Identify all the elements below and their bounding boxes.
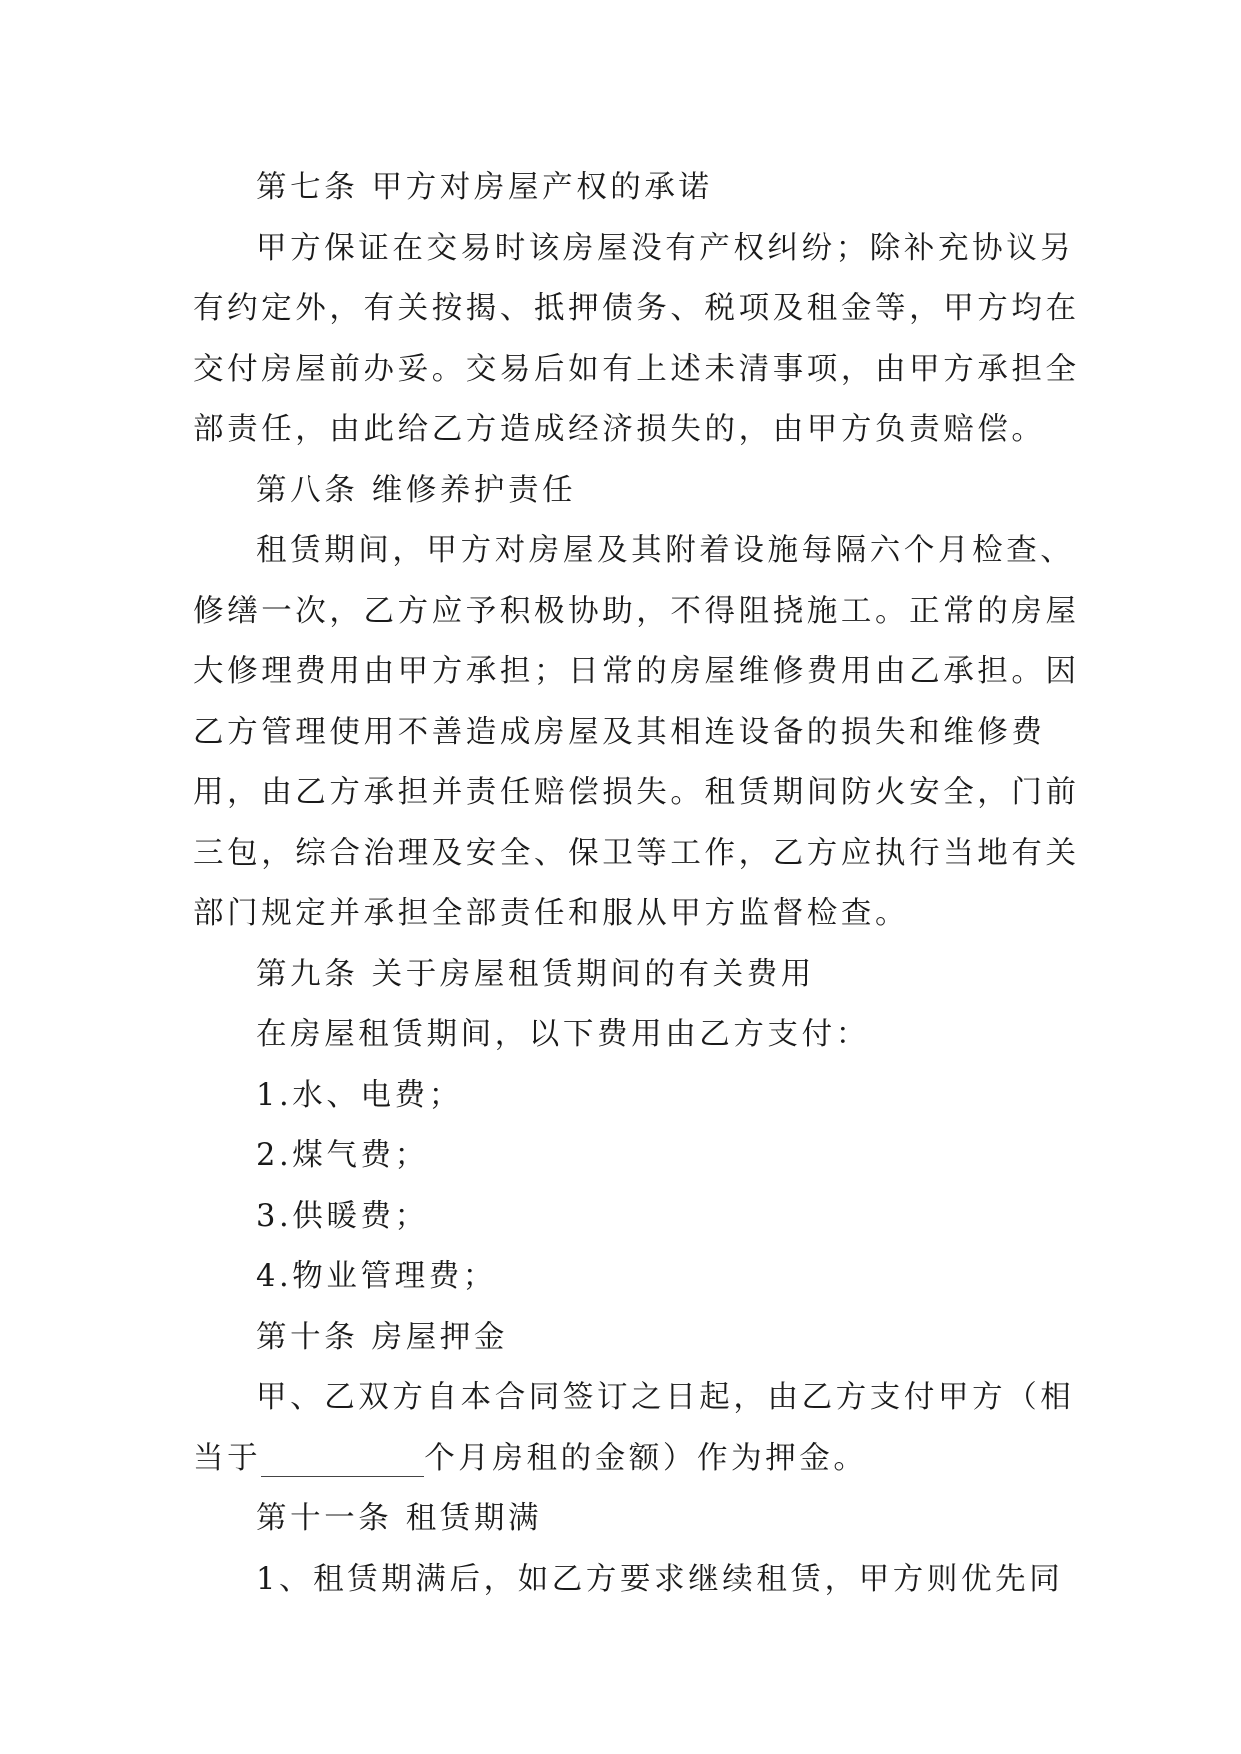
article-8-heading: 第八条 维修养护责任 <box>256 472 577 508</box>
article-11-text-line-1: 1、租赁期满后，如乙方要求继续租赁，甲方则优先同 <box>256 1561 1064 1597</box>
article-9-heading: 第九条 关于房屋租赁期间的有关费用 <box>256 956 815 992</box>
article-11-heading: 第十一条 租赁期满 <box>256 1501 543 1536</box>
article-7-text-line-1: 甲方保证在交易时该房屋没有产权纠纷；除补充协议另 <box>256 230 1075 266</box>
article-8-text-line-4: 乙方管理使用不善造成房屋及其相连设备的损失和维修费 <box>193 714 1046 750</box>
article-7-text-line-4: 部责任，由此给乙方造成经济损失的，由甲方负责赔偿。 <box>193 412 1046 447</box>
article-8-text-line-3: 大修理费用由甲方承担；日常的房屋维修费用由乙承担。因 <box>193 654 1080 689</box>
article-8-text-line-5: 用，由乙方承担并责任赔偿损失。租赁期间防火安全，门前 <box>193 775 1080 810</box>
document-body <box>193 158 1080 1610</box>
article-7-text-line-3: 交付房屋前办妥。交易后如有上述未清事项，由甲方承担全 <box>193 351 1080 387</box>
article-10-text-line-1: 甲、乙双方自本合同签订之日起，由乙方支付甲方（相 <box>256 1380 1075 1415</box>
article-7-heading: 第七条 甲方对房屋产权的承诺 <box>256 170 713 205</box>
fee-item-1: 1.水、电费； <box>256 1077 463 1113</box>
article-8-text-line-1: 租赁期间，甲方对房屋及其附着设施每隔六个月检查、 <box>256 533 1075 568</box>
deposit-text-suffix: 个月房租的金额）作为押金。 <box>424 1440 868 1476</box>
article-10-text-line-2 <box>193 1429 1053 1490</box>
fee-item-3: 3.供暖费； <box>256 1198 429 1234</box>
article-8-text-line-2: 修缮一次，乙方应予积极协助，不得阻挠施工。正常的房屋 <box>193 593 1080 629</box>
article-9-intro: 在房屋租赁期间，以下费用由乙方支付： <box>256 1017 870 1052</box>
article-8-text-line-6: 三包，综合治理及安全、保卫等工作，乙方应执行当地有关 <box>193 835 1080 871</box>
article-7-text-line-2: 有约定外，有关按揭、抵押债务、税项及租金等，甲方均在 <box>193 291 1080 326</box>
fee-item-4: 4.物业管理费； <box>256 1259 497 1294</box>
article-8-text-line-7: 部门规定并承担全部责任和服从甲方监督检查。 <box>193 896 910 931</box>
fee-item-2: 2.煤气费； <box>256 1138 429 1173</box>
deposit-months-blank[interactable] <box>261 1417 424 1478</box>
article-10-heading: 第十条 房屋押金 <box>256 1319 508 1355</box>
deposit-text-prefix: 当于 <box>193 1440 262 1476</box>
